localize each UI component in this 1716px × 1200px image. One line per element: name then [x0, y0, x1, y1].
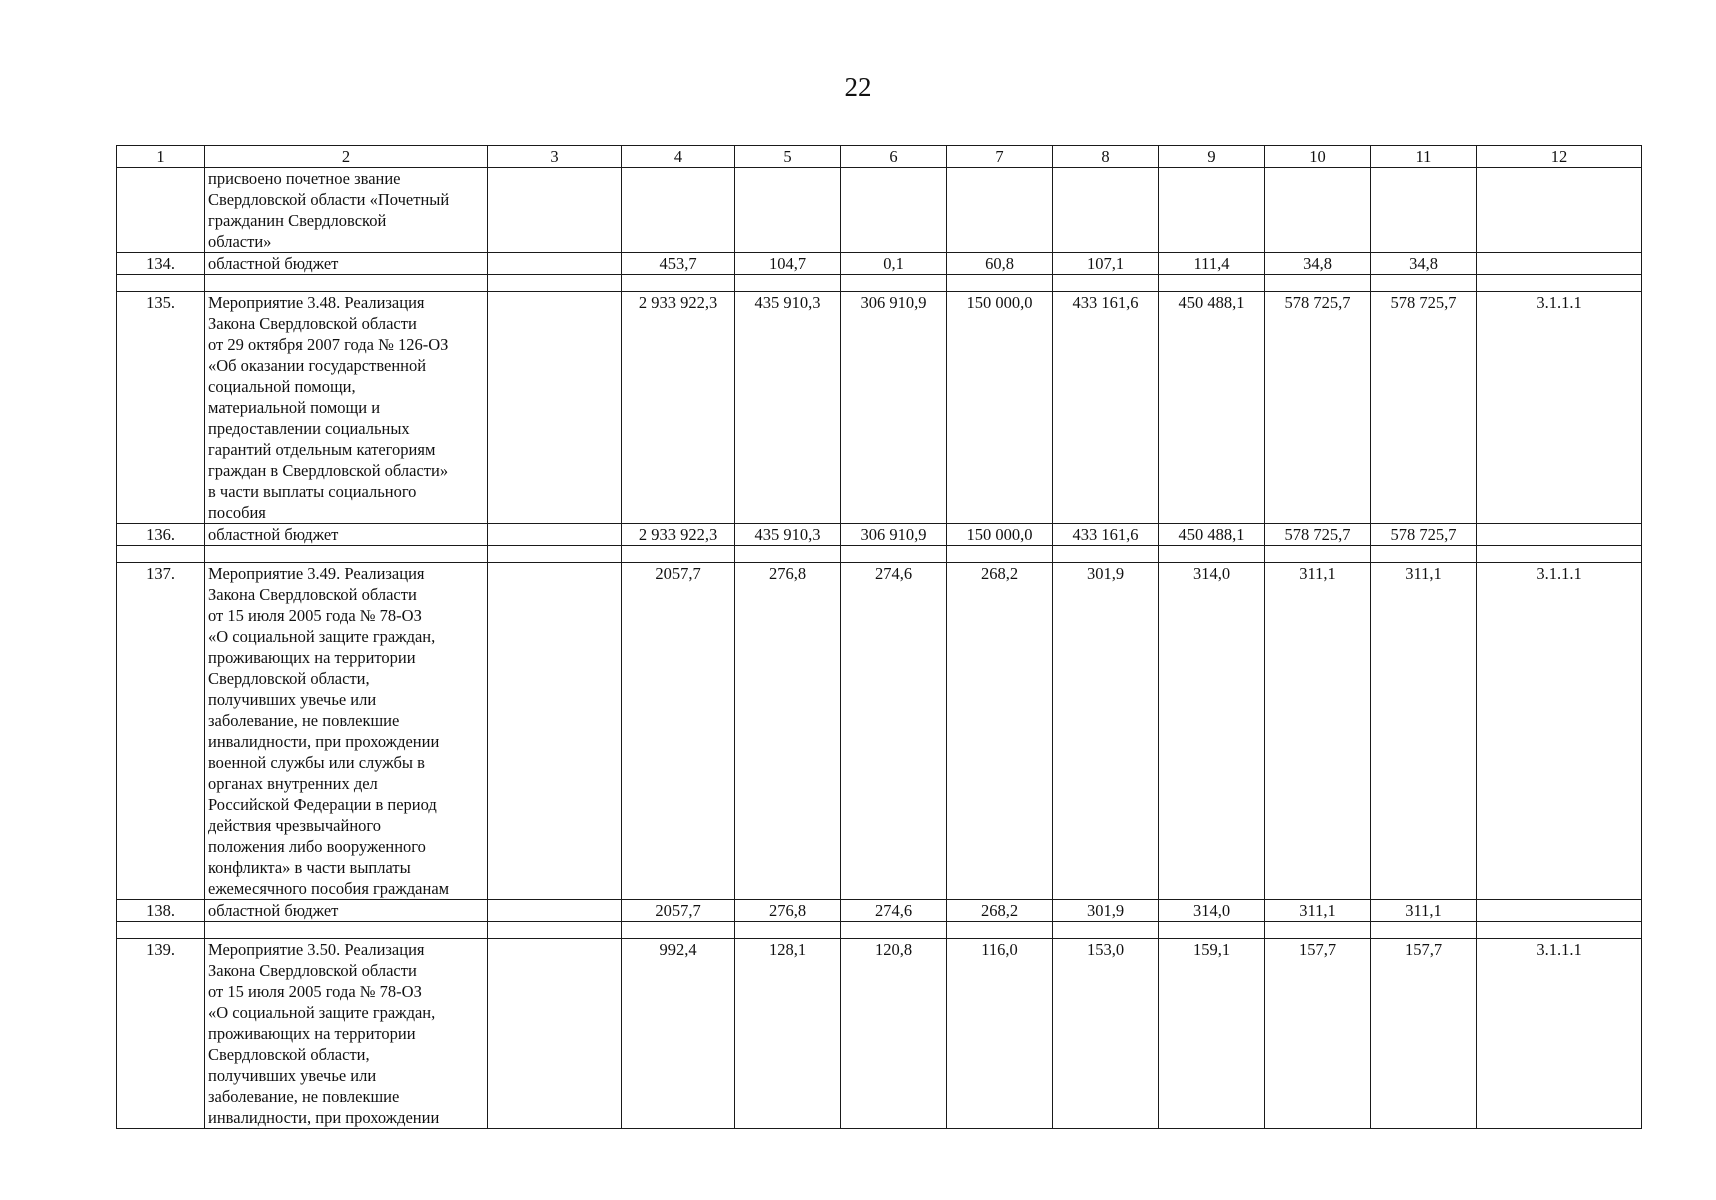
- row-number: 137.: [117, 563, 205, 900]
- empty-cell: [1265, 546, 1371, 563]
- table-row: [117, 168, 1642, 253]
- row-value: 276,8: [735, 563, 841, 900]
- row-value: 450 488,1: [1159, 524, 1265, 546]
- row-description: Мероприятие 3.49. Реализация Закона Свердловской области от 15 июля 2005 года № 78-ОЗ «О социальной защите граждан, проживающих на территории Свердловской области, получивших увечье или заболевание, не повлекшие инвалидности, при прохождении военной службы или службы в органах внутренних дел Российской Федерации в период действия чрезвычайного положения либо вооруженного конфликта» в части выплаты ежемесячного пособия гражданам: [205, 563, 488, 900]
- row-value: 314,0: [1159, 563, 1265, 900]
- row-code: [1477, 168, 1642, 253]
- empty-cell: [622, 275, 735, 292]
- row-col3: [488, 563, 622, 900]
- empty-cell: [735, 546, 841, 563]
- row-value: 2 933 922,3: [622, 524, 735, 546]
- empty-cell: [1371, 275, 1477, 292]
- row-value: [1371, 168, 1477, 253]
- spacer-row: [117, 922, 1642, 939]
- row-code: [1477, 253, 1642, 275]
- row-value: 450 488,1: [1159, 292, 1265, 524]
- empty-cell: [735, 922, 841, 939]
- empty-cell: [1053, 546, 1159, 563]
- column-header: 11: [1371, 146, 1477, 168]
- column-header: 5: [735, 146, 841, 168]
- row-value: 311,1: [1265, 900, 1371, 922]
- empty-cell: [622, 546, 735, 563]
- table-row: [117, 253, 1642, 275]
- empty-cell: [117, 546, 205, 563]
- row-col3: [488, 939, 622, 1129]
- row-col3: [488, 292, 622, 524]
- column-header: 2: [205, 146, 488, 168]
- column-header: 1: [117, 146, 205, 168]
- column-header: 4: [622, 146, 735, 168]
- row-value: [1053, 168, 1159, 253]
- empty-cell: [1477, 546, 1642, 563]
- row-value: 153,0: [1053, 939, 1159, 1129]
- row-number: 135.: [117, 292, 205, 524]
- empty-cell: [117, 922, 205, 939]
- empty-cell: [488, 275, 622, 292]
- column-header: 6: [841, 146, 947, 168]
- row-value: 0,1: [841, 253, 947, 275]
- row-value: 274,6: [841, 563, 947, 900]
- column-header: 8: [1053, 146, 1159, 168]
- row-value: 306 910,9: [841, 292, 947, 524]
- row-value: 578 725,7: [1265, 292, 1371, 524]
- row-description: Мероприятие 3.48. Реализация Закона Свердловской области от 29 октября 2007 года № 126-ОЗ «Об оказании государственной социальной помощи, материальной помощи и предоставлении социальных гарантий отдельным категориям граждан в Свердловской области» в части выплаты социального пособия: [205, 292, 488, 524]
- empty-cell: [841, 546, 947, 563]
- empty-cell: [205, 546, 488, 563]
- empty-cell: [841, 275, 947, 292]
- row-value: 116,0: [947, 939, 1053, 1129]
- row-value: [622, 168, 735, 253]
- row-col3: [488, 168, 622, 253]
- spacer-row: [117, 546, 1642, 563]
- row-description: областной бюджет: [205, 253, 488, 275]
- row-description: областной бюджет: [205, 900, 488, 922]
- empty-cell: [947, 922, 1053, 939]
- empty-cell: [1265, 922, 1371, 939]
- empty-cell: [1159, 922, 1265, 939]
- empty-cell: [1371, 546, 1477, 563]
- empty-cell: [1371, 922, 1477, 939]
- row-value: 157,7: [1371, 939, 1477, 1129]
- empty-cell: [1159, 275, 1265, 292]
- row-value: 150 000,0: [947, 292, 1053, 524]
- row-number: [117, 168, 205, 253]
- row-value: 301,9: [1053, 563, 1159, 900]
- row-value: [1159, 168, 1265, 253]
- budget-table: [116, 145, 1642, 1129]
- row-value: 128,1: [735, 939, 841, 1129]
- empty-cell: [841, 922, 947, 939]
- row-col3: [488, 253, 622, 275]
- empty-cell: [1053, 275, 1159, 292]
- column-header: 7: [947, 146, 1053, 168]
- row-value: 306 910,9: [841, 524, 947, 546]
- row-value: 433 161,6: [1053, 292, 1159, 524]
- row-value: 311,1: [1371, 900, 1477, 922]
- row-number: 139.: [117, 939, 205, 1129]
- table-row: [117, 292, 1642, 524]
- empty-cell: [1477, 275, 1642, 292]
- row-value: 104,7: [735, 253, 841, 275]
- column-header: 10: [1265, 146, 1371, 168]
- empty-cell: [1477, 922, 1642, 939]
- row-value: 159,1: [1159, 939, 1265, 1129]
- row-number: 136.: [117, 524, 205, 546]
- table-row: [117, 524, 1642, 546]
- empty-cell: [488, 922, 622, 939]
- row-value: 578 725,7: [1371, 524, 1477, 546]
- row-value: 150 000,0: [947, 524, 1053, 546]
- empty-cell: [205, 922, 488, 939]
- row-value: 274,6: [841, 900, 947, 922]
- row-value: 2 933 922,3: [622, 292, 735, 524]
- empty-cell: [1159, 546, 1265, 563]
- column-header: 12: [1477, 146, 1642, 168]
- row-number: 134.: [117, 253, 205, 275]
- row-value: [947, 168, 1053, 253]
- row-value: 2057,7: [622, 900, 735, 922]
- row-value: 435 910,3: [735, 292, 841, 524]
- row-code: [1477, 900, 1642, 922]
- row-value: 60,8: [947, 253, 1053, 275]
- row-value: [1265, 168, 1371, 253]
- row-code: 3.1.1.1: [1477, 292, 1642, 524]
- row-value: 107,1: [1053, 253, 1159, 275]
- row-code: 3.1.1.1: [1477, 939, 1642, 1129]
- row-value: 301,9: [1053, 900, 1159, 922]
- row-number: 138.: [117, 900, 205, 922]
- column-number-row: [117, 146, 1642, 168]
- row-value: 311,1: [1265, 563, 1371, 900]
- row-value: [841, 168, 947, 253]
- row-value: 578 725,7: [1265, 524, 1371, 546]
- row-description: Мероприятие 3.50. Реализация Закона Свердловской области от 15 июля 2005 года № 78-ОЗ «О социальной защите граждан, проживающих на территории Свердловской области, получивших увечье или заболевание, не повлекшие инвалидности, при прохождении: [205, 939, 488, 1129]
- row-value: 435 910,3: [735, 524, 841, 546]
- row-code: 3.1.1.1: [1477, 563, 1642, 900]
- table-row: [117, 900, 1642, 922]
- column-header: 9: [1159, 146, 1265, 168]
- row-value: 268,2: [947, 900, 1053, 922]
- row-value: 111,4: [1159, 253, 1265, 275]
- empty-cell: [735, 275, 841, 292]
- row-value: 34,8: [1371, 253, 1477, 275]
- table-row: [117, 939, 1642, 1129]
- row-value: 578 725,7: [1371, 292, 1477, 524]
- empty-cell: [117, 275, 205, 292]
- row-description: областной бюджет: [205, 524, 488, 546]
- row-value: 2057,7: [622, 563, 735, 900]
- empty-cell: [1053, 922, 1159, 939]
- empty-cell: [205, 275, 488, 292]
- row-value: [735, 168, 841, 253]
- row-value: 311,1: [1371, 563, 1477, 900]
- row-value: 314,0: [1159, 900, 1265, 922]
- empty-cell: [488, 546, 622, 563]
- row-description: присвоено почетное звание Свердловской области «Почетный гражданин Свердловской области»: [205, 168, 488, 253]
- row-value: 992,4: [622, 939, 735, 1129]
- row-value: 453,7: [622, 253, 735, 275]
- empty-cell: [947, 275, 1053, 292]
- empty-cell: [947, 546, 1053, 563]
- row-value: 120,8: [841, 939, 947, 1129]
- empty-cell: [1265, 275, 1371, 292]
- row-value: 268,2: [947, 563, 1053, 900]
- row-value: 34,8: [1265, 253, 1371, 275]
- spacer-row: [117, 275, 1642, 292]
- row-value: 433 161,6: [1053, 524, 1159, 546]
- row-col3: [488, 900, 622, 922]
- page-number: 22: [844, 72, 872, 102]
- row-col3: [488, 524, 622, 546]
- column-header: 3: [488, 146, 622, 168]
- table-row: [117, 563, 1642, 900]
- row-value: 157,7: [1265, 939, 1371, 1129]
- row-code: [1477, 524, 1642, 546]
- row-value: 276,8: [735, 900, 841, 922]
- empty-cell: [622, 922, 735, 939]
